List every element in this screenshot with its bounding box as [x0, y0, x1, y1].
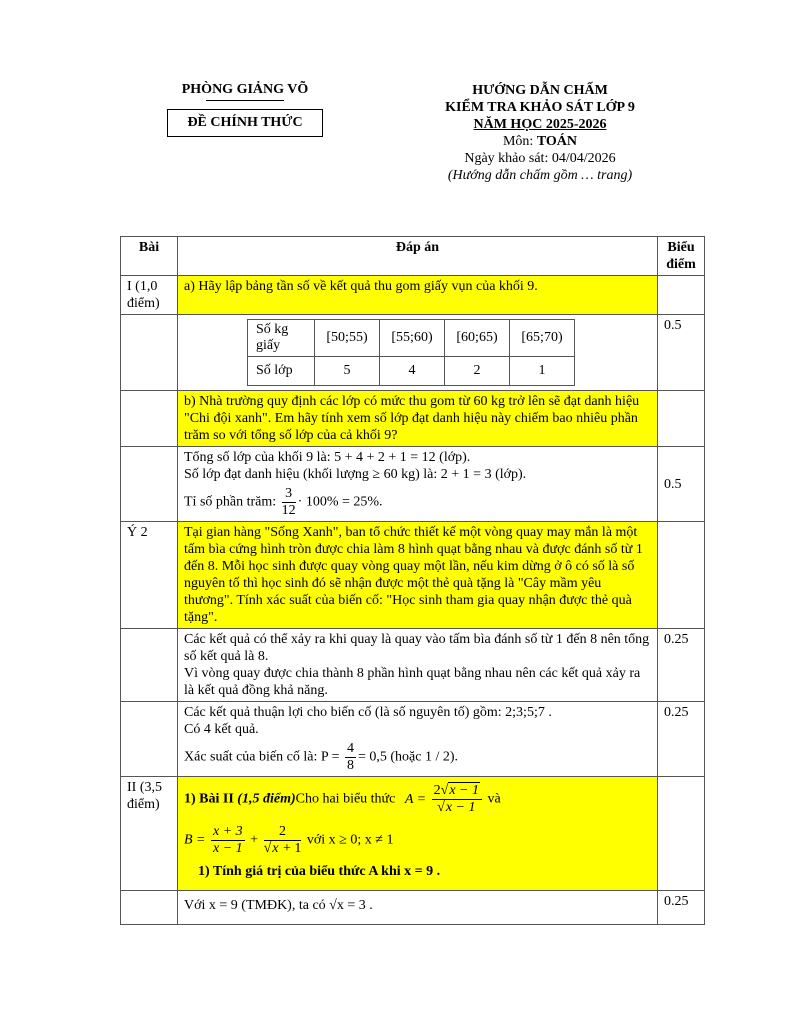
freq-cell: 4: [380, 357, 445, 386]
answer-line: Vì vòng quay được chia thành 8 phần hình quạt bằng nhau nên các kết quả xảy ra là kết quả đồng khả năng.: [184, 666, 641, 698]
row-label: II (3,5 điểm): [121, 777, 178, 891]
table-row: [121, 276, 705, 315]
answer-line: [184, 486, 651, 519]
fraction-denominator: x − 1: [213, 841, 243, 856]
answer-part2-1: [178, 891, 658, 925]
frequency-table: [247, 319, 575, 386]
fraction-numerator: 4: [347, 741, 354, 756]
grading-table: [120, 236, 705, 925]
freq-cell: [55;60): [380, 320, 445, 357]
answer-line: Có 4 kết quả.: [184, 722, 259, 737]
empty-cell: [121, 629, 178, 702]
score-cell: 0.5: [658, 315, 705, 391]
empty-cell: [121, 391, 178, 447]
official-label: ĐỀ CHÍNH THỨC: [167, 109, 323, 137]
answer-line: Với x = 9 (TMĐK), ta có √x = 3 .: [184, 898, 373, 913]
plus-sign: +: [250, 832, 259, 848]
answer-2b: [178, 702, 658, 777]
table-row: [121, 891, 705, 925]
fraction-numerator: x + 3: [213, 824, 243, 839]
answer-text: Xác suất của biến cố là: P =: [184, 749, 343, 765]
freq-row-header: [248, 320, 575, 357]
subject-line: [410, 133, 670, 150]
fraction-numerator: 2√x − 1: [432, 783, 482, 800]
answer-1b: [178, 447, 658, 522]
formula-b-fraction-1: [211, 824, 245, 857]
answer-line: [184, 741, 651, 774]
question-1b: b) Nhà trường quy định các lớp có mức thu gom từ 60 kg trở lên sẽ đạt danh hiệu "Chi đội xanh". Em hãy tính xem số lớp đạt danh hiệu này chiếm bao nhiêu phần trăm so với tổng số lớp của cả khối 9?: [178, 391, 658, 447]
score-cell: [658, 522, 705, 629]
table-row: [121, 522, 705, 629]
score-cell: [658, 391, 705, 447]
freq-cell: Số lớp: [248, 357, 315, 386]
answer-text: Tỉ số phần trăm:: [184, 494, 280, 510]
answer-line: Tổng số lớp của khối 9 là: 5 + 4 + 2 + 1 = 12 (lớp).: [184, 450, 471, 465]
answer-2a: [178, 629, 658, 702]
formula-b: B =: [184, 832, 206, 848]
formula-a-fraction: [432, 783, 482, 816]
question-intro-line: [184, 783, 651, 816]
formula-b-fraction-2: [264, 824, 302, 857]
header-bieu-diem: Biểu điểm: [658, 237, 705, 276]
freq-cell: [65;70): [510, 320, 575, 357]
score-cell: 0.25: [658, 702, 705, 777]
answer-text: · 100% = 25%.: [297, 494, 383, 510]
pages-note: (Hướng dẫn chấm gồm … trang): [447, 168, 633, 183]
school-year: NĂM HỌC 2025-2026: [473, 117, 607, 132]
fraction-numerator: 3: [282, 486, 296, 503]
question-2: Tại gian hàng "Sống Xanh", ban tổ chức thiết kế một vòng quay may mắn là một tấm bìa cứng hình tròn được chia làm 8 hình quạt bằng nhau và được đánh số từ 1 đến 8. Mỗi học sinh được quay vòng quay một lần, nếu kim dừng ở ô có số là số nguyên tố thì học sinh đó sẽ nhận được một thẻ quà tặng là "Cây mầm yêu thương". Tính xác suất của biến cố: "Học sinh tham gia quay nhận được thẻ quà tặng".: [178, 522, 658, 629]
question-intro: Cho hai biểu thức: [295, 791, 396, 807]
formula-a: A =: [404, 791, 427, 807]
guide-title: HƯỚNG DẪN CHẤM: [472, 83, 608, 98]
fraction: [345, 741, 356, 774]
subject-name: TOÁN: [536, 134, 578, 149]
answer-line: Các kết quả thuận lợi cho biến cố (là số nguyên tố) gồm: 2;3;5;7 .: [184, 705, 552, 720]
fraction-denominator: 8: [347, 758, 354, 773]
freq-cell: 2: [445, 357, 510, 386]
score-cell: [658, 777, 705, 891]
freq-cell: 1: [510, 357, 575, 386]
header-dap-an: Đáp án: [178, 237, 658, 276]
department-name: PHÒNG GIẢNG VÕ: [181, 82, 309, 97]
empty-cell: [121, 447, 178, 522]
score-cell: 0.25: [658, 629, 705, 702]
empty-cell: [121, 891, 178, 925]
empty-cell: [121, 702, 178, 777]
empty-cell: [121, 315, 178, 391]
freq-row-values: [248, 357, 575, 386]
row-label: I (1,0 điểm): [121, 276, 178, 315]
header-bai: Bài: [121, 237, 178, 276]
freq-cell: [60;65): [445, 320, 510, 357]
answer-line: Các kết quả có thể xảy ra khi quay là quay vào tấm bìa đánh số từ 1 đến 8 nên tổng số kết quả là 8.: [184, 632, 650, 664]
table-row: [121, 629, 705, 702]
table-row: [121, 702, 705, 777]
score-cell: 0.25: [658, 891, 705, 925]
table-row: [121, 777, 705, 891]
question-part2: [178, 777, 658, 891]
fraction-numerator: 2: [264, 824, 302, 841]
freq-cell: 5: [315, 357, 380, 386]
question-1a: a) Hãy lập bảng tần số về kết quả thu gom giấy vụn của khối 9.: [178, 276, 658, 315]
fraction-denominator: √x + 1: [263, 841, 302, 856]
conjunction: và: [487, 791, 501, 807]
fraction: [282, 486, 296, 519]
score-cell: [658, 276, 705, 315]
question-title: 1) Bài II: [184, 791, 234, 807]
fraction-denominator: 12: [281, 503, 296, 518]
answer-1a: [178, 315, 658, 391]
exam-date: Ngày khảo sát: 04/04/2026: [464, 151, 616, 166]
subject-prefix: Môn:: [502, 134, 537, 149]
department-underline: [206, 100, 284, 101]
header-left: [150, 82, 340, 137]
score-cell: 0.5: [658, 447, 705, 522]
task-line: [184, 863, 651, 880]
row-label: Ý 2: [121, 522, 178, 629]
exam-title: KIỂM TRA KHẢO SÁT LỚP 9: [445, 100, 635, 115]
question-points: (1,5 điểm): [237, 791, 296, 807]
fraction-denominator: √x − 1: [437, 800, 476, 815]
table-row: [121, 315, 705, 391]
answer-text: = 0,5 (hoặc 1 / 2).: [358, 749, 459, 765]
freq-cell: [50;55): [315, 320, 380, 357]
freq-cell: Số kg giấy: [248, 320, 315, 357]
table-row: [121, 447, 705, 522]
table-row: [121, 391, 705, 447]
answer-line: Số lớp đạt danh hiệu (khối lượng ≥ 60 kg) là: 2 + 1 = 3 (lớp).: [184, 467, 527, 482]
task-text: 1) Tính giá trị của biểu thức A khi x = 9 .: [198, 864, 441, 879]
formula-b-line: [184, 824, 651, 857]
table-header-row: [121, 237, 705, 276]
header-right: [410, 82, 670, 184]
condition: với x ≥ 0; x ≠ 1: [306, 832, 394, 848]
